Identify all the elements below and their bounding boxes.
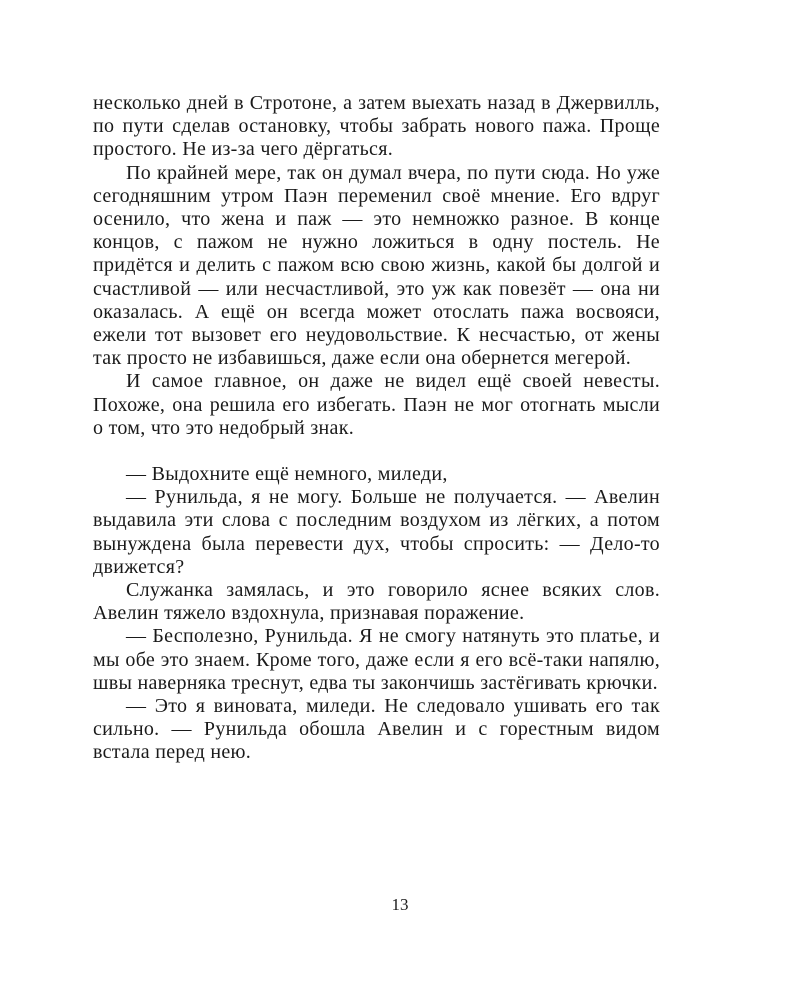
section-break: [93, 440, 660, 463]
paragraph: По крайней мере, так он думал вчера, по пути сюда. Но уже сегодняшним утром Паэн переменил своё мнение. Его вдруг осенило, что жена и паж — это немножко разное. В конце концов, с пажом не нужно ложиться в одну постель. Не придётся и делить с пажом всю свою жизнь, какой бы долгой и счастливой — или несчастливой, это уж как повезёт — она ни оказалась. А ещё он всегда может отослать пажа восвояси, ежели тот вызовет его неудовольствие. К несчастью, от жены так просто не избавишься, даже если она обернется мегерой.: [93, 161, 660, 370]
text-section-2: [93, 463, 660, 765]
paragraph: — Рунильда, я не могу. Больше не получается. — Авелин выдавила эти слова с последним воздухом из лёгких, а потом вынуждена была перевести дух, чтобы спросить: — Дело-то движется?: [93, 486, 660, 578]
paragraph: Служанка замялась, и это говорило яснее всяких слов. Авелин тяжело вздохнула, признавая поражение.: [93, 579, 660, 625]
paragraph: — Это я виновата, миледи. Не следовало ушивать его так сильно. — Рунильда обошла Авелин и с горестным видом встала перед нею.: [93, 695, 660, 764]
paragraph: И самое главное, он даже не видел ещё своей невесты. Похоже, она решила его избегать. Паэн не мог отогнать мысли о том, что это недобрый знак.: [93, 370, 660, 439]
paragraph: — Бесполезно, Рунильда. Я не смогу натянуть это платье, и мы обе это знаем. Кроме того, даже если я его всё-таки напялю, швы наверняка треснут, едва ты закончишь застёгивать крючки.: [93, 625, 660, 694]
text-section-1: [93, 92, 660, 440]
body-text: [93, 92, 660, 765]
paragraph: несколько дней в Стротоне, а затем выехать назад в Джервилль, по пути сделав остановку, чтобы забрать нового пажа. Проще простого. Не из-за чего дёргаться.: [93, 92, 660, 161]
page-number: 13: [391, 895, 409, 914]
paragraph: — Выдохните ещё немного, миледи,: [126, 463, 448, 486]
